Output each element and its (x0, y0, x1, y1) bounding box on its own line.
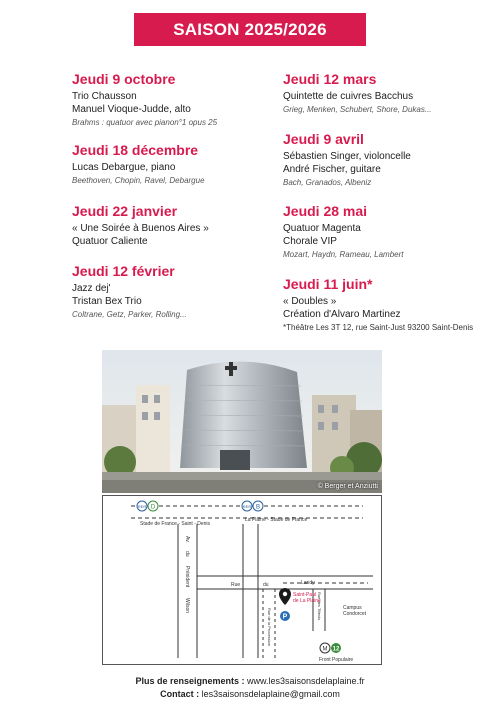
campus-label-1: Campus (343, 605, 362, 611)
rer-d-prefix: RER (137, 504, 147, 509)
concert-item (283, 70, 432, 116)
contact-email[interactable]: les3saisonsdelaplaine@gmail.com (201, 689, 340, 699)
concert-works: Beethoven, Chopin, Ravel, Debargue (72, 176, 205, 185)
concert-performer: « Doubles » (283, 296, 337, 307)
access-map (102, 495, 382, 665)
street-map (103, 496, 381, 664)
street-wilson: Wilson (184, 598, 190, 614)
venue-name-1: Saint-Paul (293, 592, 317, 598)
street-rue: Rue (231, 582, 241, 588)
rer-b-station-marker (242, 501, 263, 511)
concert-performer: Quatuor Magenta (283, 223, 361, 234)
parking-label: P (282, 613, 288, 621)
concert-performer: Création d'Alvaro Martinez (283, 309, 401, 320)
campus-label-2: Condorcet (343, 611, 367, 617)
contact-label: Contact : (160, 689, 200, 699)
concert-performer: Sébastien Singer, violoncelle (283, 151, 411, 162)
concert-item (72, 262, 187, 321)
street-du: du (184, 551, 190, 557)
rer-d-station-marker (137, 501, 158, 511)
rer-d-station-label: Stade de France - Saint - Denis (140, 521, 211, 527)
concert-works: Coltrane, Getz, Parker, Rolling... (72, 310, 187, 319)
street-president: Président (184, 566, 190, 588)
venue-name-2: de La Plaine (293, 598, 321, 604)
photo-credit: © Berger et Anziutti (317, 483, 378, 490)
concert-performer: Quintette de cuivres Bacchus (283, 91, 414, 102)
street-rue-du: du (263, 582, 269, 588)
venue-note: *Théâtre Les 3T 12, rue Saint-Just 93200 Saint-Denis (283, 323, 474, 332)
rer-b-station-label: La Plaine - Stade de France (245, 517, 308, 523)
concert-item (72, 202, 209, 248)
rer-b-prefix: RER (242, 504, 252, 509)
website-link[interactable]: www.les3saisonsdelaplaine.fr (247, 676, 365, 686)
concert-date: Jeudi 28 mai (283, 203, 368, 219)
street-tilleuls: Rue des Tilleuls (317, 592, 322, 621)
concert-date: Jeudi 12 mars (283, 71, 377, 87)
info-label: Plus de renseignements : (135, 676, 245, 686)
concert-works: Brahms : quatuor avec pianon°1 opus 25 (72, 118, 218, 127)
church-illustration (102, 350, 382, 493)
concert-performer: Tristan Bex Trio (72, 296, 142, 307)
venue-pin-icon (279, 588, 291, 605)
church-photo (102, 350, 382, 493)
concert-performer: « Une Soirée à Buenos Aires » (72, 223, 209, 234)
season-banner (134, 13, 366, 46)
concert-performer: Trio Chausson (72, 91, 137, 102)
concert-item (72, 70, 217, 129)
concert-performer: André Fischer, guitare (283, 164, 381, 175)
concert-performer: Jazz dej' (72, 283, 111, 294)
concert-performer: Chorale VIP (283, 236, 337, 247)
concert-performer: Quatuor Caliente (72, 236, 148, 247)
parking-icon (280, 611, 290, 621)
concert-item (72, 141, 205, 187)
concert-date: Jeudi 9 octobre (72, 71, 176, 87)
concert-date: Jeudi 9 avril (283, 131, 364, 147)
concert-works: Grieg, Menken, Schubert, Shore, Dukas... (283, 105, 432, 114)
concert-item (283, 275, 473, 334)
concert-item (283, 202, 404, 261)
concert-works: Mozart, Haydn, Rameau, Lambert (283, 250, 404, 259)
rer-d-line: D (150, 504, 156, 511)
metro-station-marker (320, 643, 341, 653)
metro-line: 12 (332, 646, 340, 653)
concert-date: Jeudi 12 février (72, 263, 175, 279)
street-landy: Landy (301, 580, 315, 586)
concert-date: Jeudi 18 décembre (72, 142, 199, 158)
concert-performer: Manuel Vioque-Judde, alto (72, 104, 191, 115)
rer-b-line: B (255, 504, 261, 511)
metro-station-label: Front Populaire (319, 657, 354, 663)
contact-line (0, 689, 500, 699)
street-procession: Rue de la Procession (267, 608, 272, 647)
metro-prefix: M (322, 646, 328, 653)
concert-item (283, 130, 411, 189)
street-av: Av. (184, 536, 190, 543)
concert-date: Jeudi 22 janvier (72, 203, 178, 219)
concert-works: Bach, Granados, Albeniz (283, 178, 372, 187)
info-line (0, 676, 500, 686)
season-title: SAISON 2025/2026 (173, 19, 327, 39)
concert-performer: Lucas Debargue, piano (72, 162, 176, 173)
concert-date: Jeudi 11 juin* (283, 276, 373, 292)
